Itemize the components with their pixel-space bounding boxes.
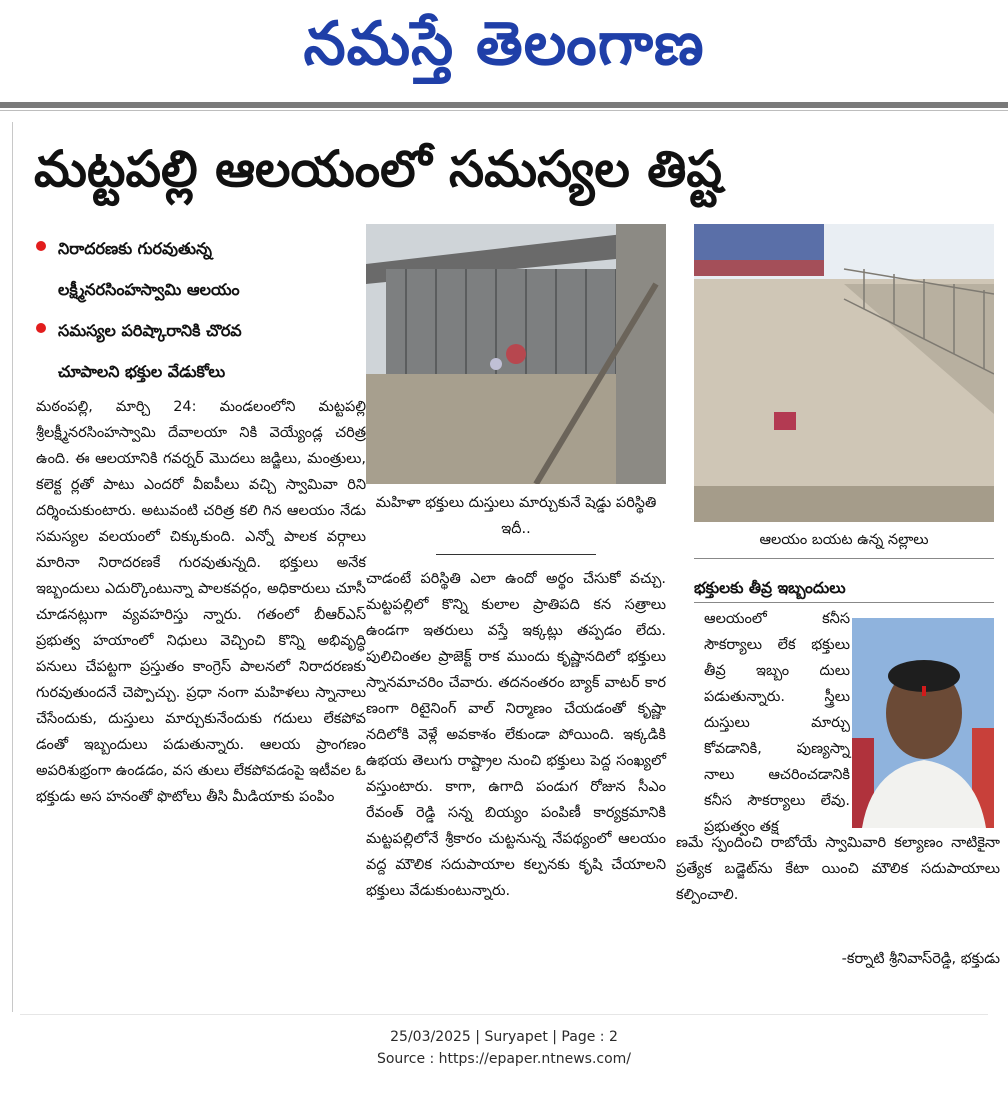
red-bullet-icon	[36, 241, 46, 251]
taps-photo-caption: ఆలయం బయట ఉన్న నల్లాలు	[759, 532, 929, 548]
article-headline: మట్టపల్లి ఆలయంలో సమస్యల తిష్ట	[34, 140, 723, 198]
highlight-bullets	[36, 228, 356, 392]
sub-heading-rule	[694, 602, 994, 603]
masthead	[0, 0, 1008, 98]
bullet-item	[36, 310, 356, 351]
taps-photo-illustration	[694, 224, 994, 522]
devotee-portrait-photo	[852, 618, 994, 828]
shed-photo-caption: మహిళా భక్తులు దుస్తులు మార్చుకునే షెడ్డు పరిస్థితి ఇదీ..	[375, 495, 657, 537]
bullet-text: నిరాదరణకు గురవుతున్న	[58, 239, 212, 258]
bullet-text: సమస్యల పరిష్కారానికి చొరవ	[58, 321, 242, 340]
bullet-text: చూపాలని భక్తుల వేడుకోలు	[58, 362, 226, 381]
article-column-3-bottom	[676, 830, 1000, 908]
column-3-top-text: ఆలయంలో కనీస సౌకర్యాలు లేక భక్తులు తీవ్ర ఇబ్బం దులు పడుతున్నారు. స్త్రీలు దుస్తులు మార్చు కోవడానికి, పుణ్యస్నా నాలు ఆచరించడానికి కనీస సౌకర్యాలు లేవు. ప్రభుత్వం తక్ష	[704, 611, 850, 835]
bullet-item	[36, 228, 356, 269]
article-column-1	[36, 394, 366, 810]
article-column-3-top	[704, 606, 850, 840]
shed-photo	[366, 224, 666, 484]
shed-photo-illustration	[366, 224, 666, 484]
footer-source-link[interactable]: Source : https://epaper.ntnews.com/	[376, 1051, 632, 1067]
caption-separator	[694, 558, 994, 559]
bullet-item-continuation	[36, 351, 356, 392]
column-3-bottom-text: ణమే స్పందించి రాబోయే స్వామివారి కల్యాణం నాటికైనా ప్రత్యేక బడ్జెట్‌ను కేటా యించి మౌలిక సదుపాయాలు కల్పించాలి.	[676, 835, 1000, 903]
masthead-subrule	[0, 110, 1008, 111]
taps-photo	[694, 224, 994, 522]
newspaper-logo: నమస్తే తెలంగాణ	[303, 9, 705, 79]
footer-separator	[20, 1014, 988, 1015]
red-bullet-icon	[36, 323, 46, 333]
masthead-rule	[0, 102, 1008, 108]
caption-underline	[436, 554, 596, 555]
page-footer	[0, 1026, 1008, 1070]
quote-signature: -కర్నాటి శ్రీనివాస్‌రెడ్డి, భక్తుడు	[841, 951, 1000, 967]
column-2-text: చాడంటే పరిస్థితి ఎలా ఉందో అర్థం చేసుకో వచ్చు. మట్టపల్లిలో కొన్ని కులాల ప్రాతిపది కన సత్రాలు ఉండగా ఇతరులు వస్తే ఇక్కట్లు తప్పడం లేదు. పులిచింతల ప్రాజెక్ట్ రాక ముందు కృష్ణానదిలో భక్తులు స్నానమాచరిం చేవారు. తదనంతరం బ్యాక్ వాటర్ కార ణంగా రిటైనింగ్ వాల్ నిర్మాణం చేయడంతో కృష్ణా నదిలోకి వెళ్లే అవకాశం లేకుండా పోయింది. ఇక్కడికి ఉభయ తెలుగు రాష్ట్రాల నుంచి భక్తులు పెద్ద సంఖ్యలో వస్తుంటారు. కాగా, ఉగాది పండుగ రోజున సీఎం రేవంత్ రెడ్డి సన్న బియ్యం పంపిణీ కార్యక్రమానికి మట్టపల్లిలోనే శ్రీకారం చుట్టనున్న నేపథ్యంలో ఆలయం వద్ద మౌలిక సదుపాయాల కల్పనకు కృషి చేయాలని భక్తులు వేడుకుంటున్నారు.	[366, 571, 666, 899]
portrait-illustration	[852, 618, 994, 828]
bullet-text: లక్ష్మీనరసింహస్వామి ఆలయం	[58, 280, 240, 299]
footer-date-edition: 25/03/2025 | Suryapet | Page : 2	[390, 1029, 618, 1045]
sub-heading: భక్తులకు తీవ్ర ఇబ్బందులు	[694, 579, 846, 597]
left-margin-line	[12, 122, 13, 1012]
column-1-text: మఠంపల్లి, మార్చి 24: మండలంలోని మట్టపల్లి శ్రీలక్ష్మీనరసింహస్వామి దేవాలయా నికి వెయ్యేండ్ల చరిత్ర ఉంది. ఈ ఆలయానికి గవర్నర్ మొదలు జడ్జిలు, మంత్రులు, కలెక్ట ర్లతో పాటు ఎందరో వీఐపీలు వచ్చి స్వామివా రిని దర్శించుకుంటారు. అటువంటి చరిత్ర కలి గిన ఆలయం నేడు సమస్యల వలయంలో చిక్కుకుంది. ఎన్నో పాలక వర్గాలు మారినా నిరాదరణకే గురవుతున్నది. భక్తులు అనేక ఇబ్బందులు ఎదుర్కొంటున్నా పాలకవర్గం, అధికారులు చూసీ చూడనట్లుగా వ్యవహరిస్తు న్నారు. గతంలో బీఆర్ఎస్ ప్రభుత్వ హయాంలో నిధులు వెచ్చించి కొన్ని అభివృద్ధి పనులు చేపట్టగా ప్రస్తుతం కాంగ్రెస్ పాలనలో నిరాదరణకు గురవుతుందనే చెప్పొచ్చు. ప్రధా నంగా మహిళలు స్నానాలు చేసేందుకు, దుస్తులు మార్చుకునేందుకు గదులు లేకపోవ డంతో ఇబ్బందులు పడుతున్నారు. ఆలయ ప్రాంగణం అపరిశుభ్రంగా ఉండడం, వస తులు లేకపోవడంపై ఇటీవల ఓ భక్తుడు అస హనంతో ఫొటోలు తీసి మీడియాకు పంపిం	[36, 399, 366, 805]
article-column-2	[366, 566, 666, 904]
bullet-item-continuation	[36, 269, 356, 310]
